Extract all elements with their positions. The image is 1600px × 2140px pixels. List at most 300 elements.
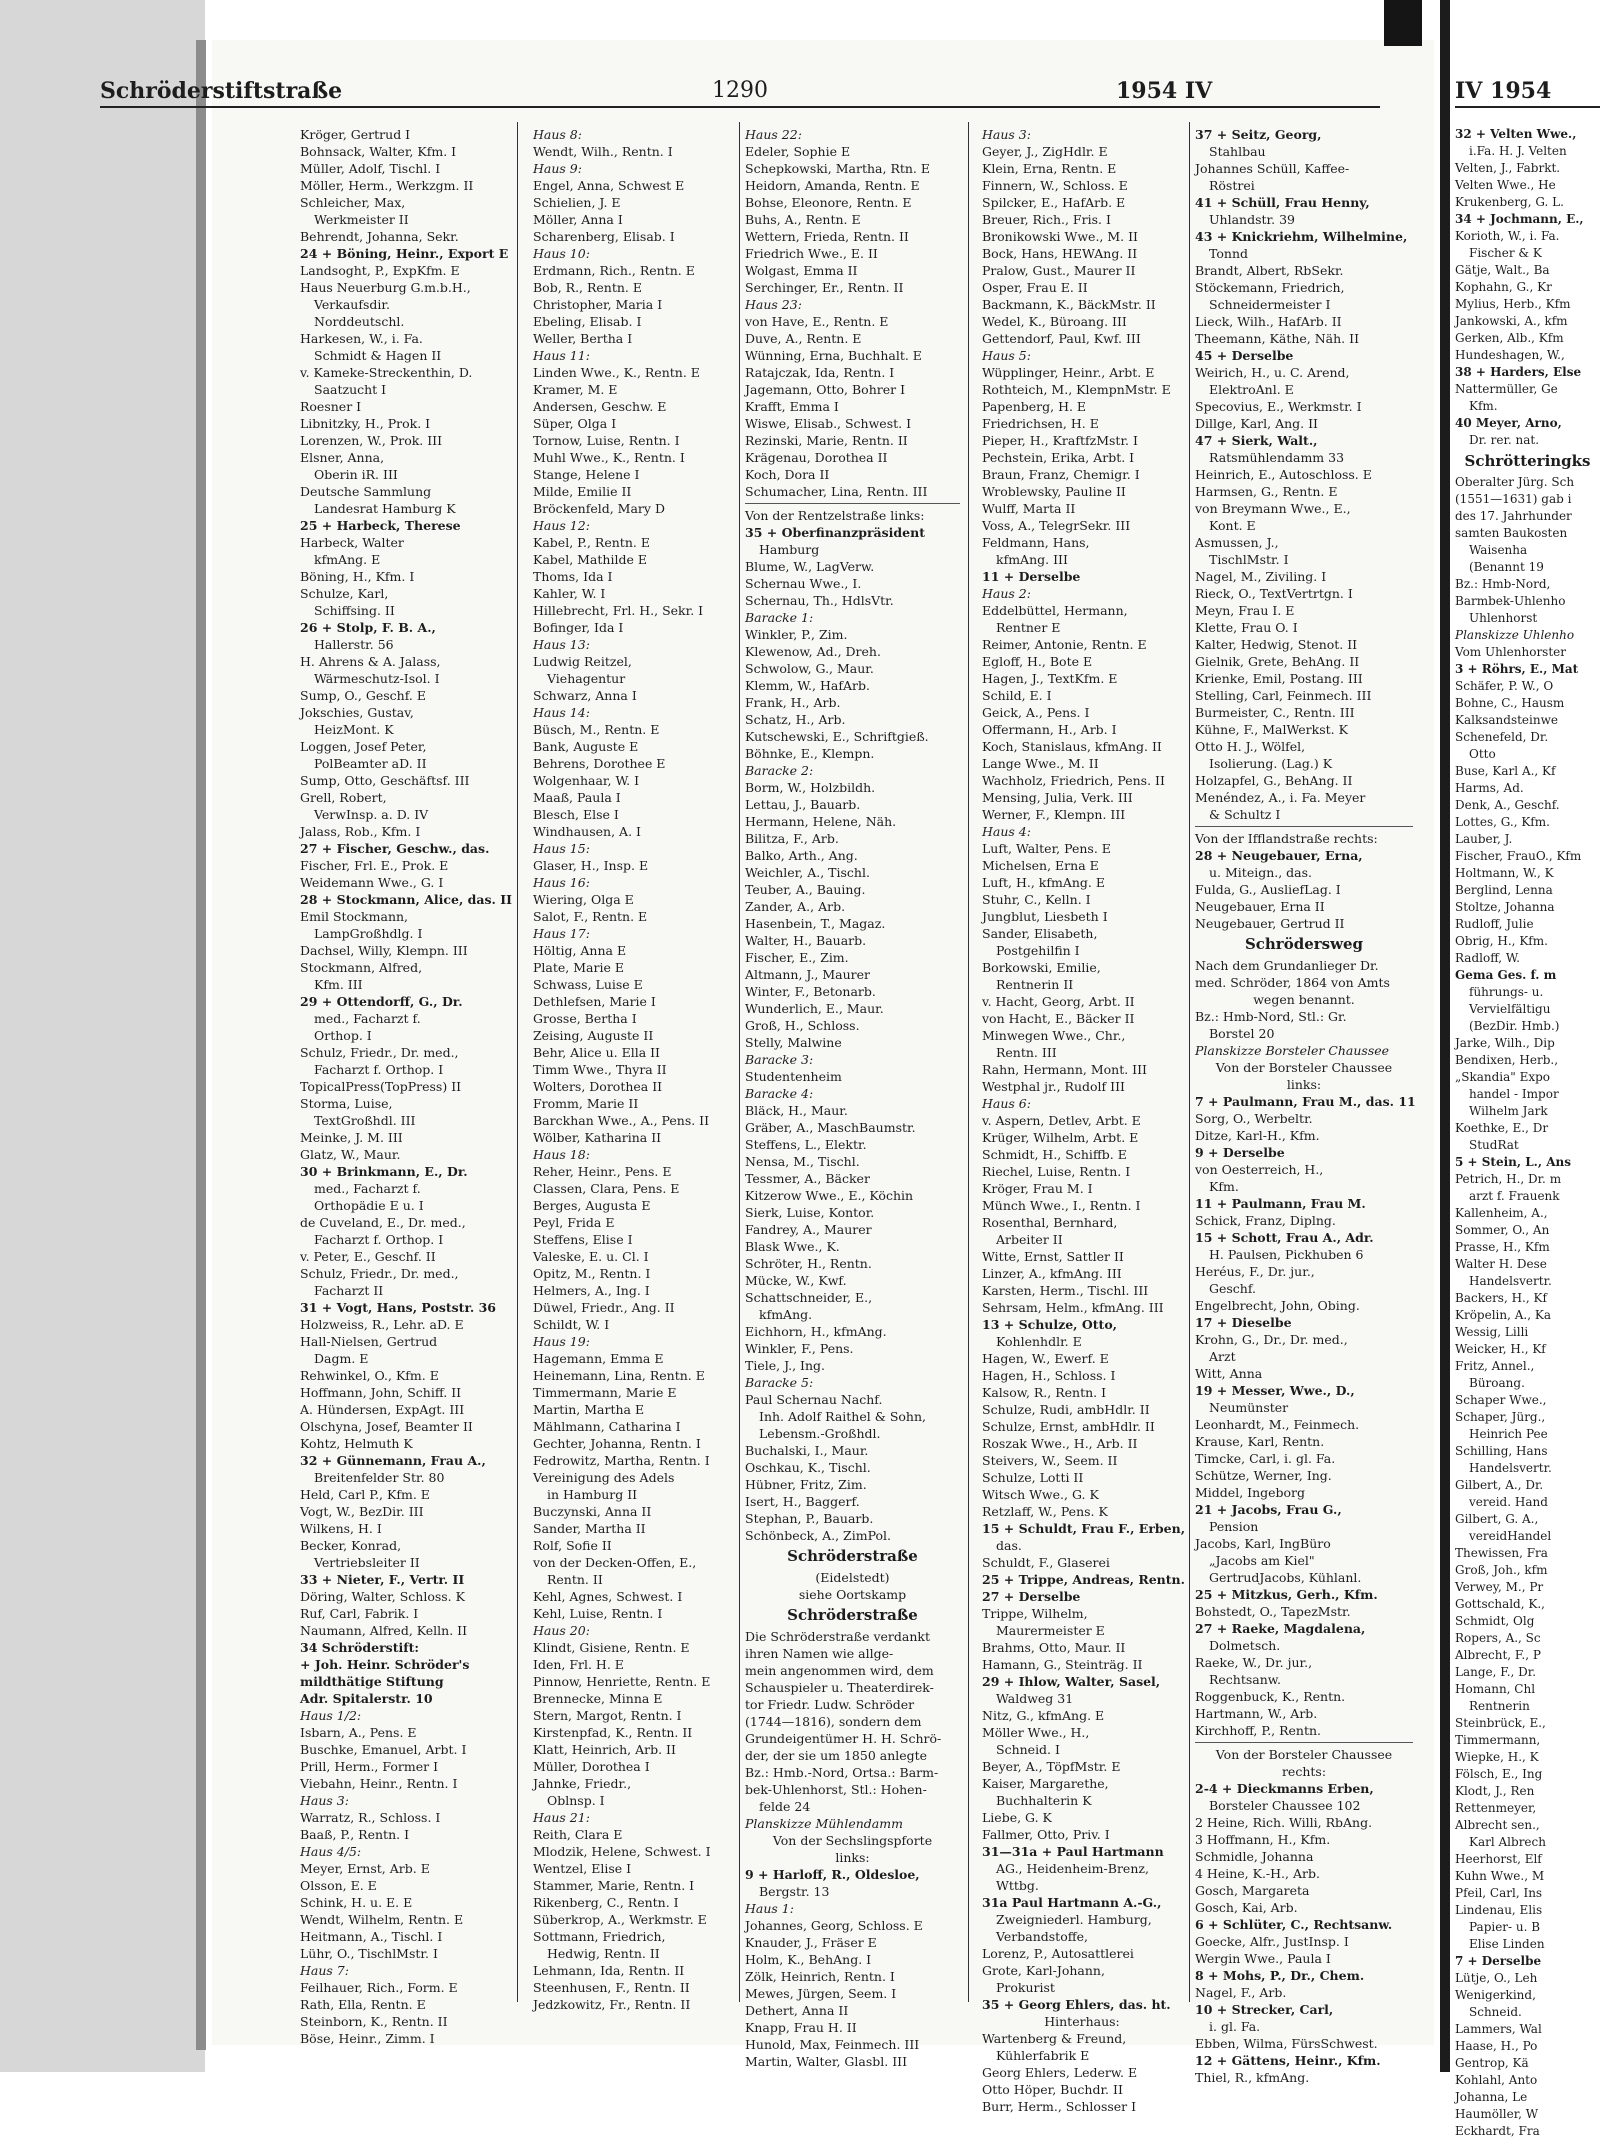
resident-entry: Rentn. II [547, 1572, 603, 1587]
resident-entry: Knapp, Frau H. II [745, 2020, 857, 2035]
house-label: Haus 14: [533, 705, 590, 720]
resident-entry: Sierk, Luise, Kontor. [745, 1205, 875, 1220]
address-entry: + Joh. Heinr. Schröder's [300, 1657, 470, 1672]
resident-entry: Petrich, H., Dr. m [1455, 1172, 1562, 1186]
resident-entry: das. [996, 1538, 1022, 1553]
resident-entry: Böning, H., Kfm. I [300, 569, 415, 584]
address-entry: 37 + Seitz, Georg, [1195, 127, 1322, 142]
resident-entry: Die Schröderstraße verdankt [745, 1629, 931, 1644]
resident-entry: Bz.: Hmb.-Nord, Ortsa.: Barm- [745, 1765, 939, 1780]
resident-entry: H. Paulsen, Pickhuben 6 [1209, 1247, 1364, 1262]
resident-entry: des 17. Jahrhunder [1455, 509, 1572, 523]
resident-entry: Gottschald, K., [1455, 1597, 1545, 1611]
resident-entry: Bläck, H., Maur. [745, 1103, 848, 1118]
resident-entry: Wettern, Frieda, Rentn. II [745, 229, 909, 244]
house-label: Haus 2: [982, 586, 1031, 601]
resident-entry: Schulze, Rudi, ambHdlr. II [982, 1402, 1150, 1417]
resident-entry: AG., Heidenheim-Brenz, [996, 1861, 1149, 1876]
address-entry: 32 + Günnemann, Frau A., [300, 1453, 486, 1468]
resident-entry: Arbeiter II [996, 1232, 1063, 1247]
resident-entry: Albrecht, F., P [1455, 1648, 1541, 1662]
resident-entry: Steffens, L., Elektr. [745, 1137, 867, 1152]
resident-entry: Harkesen, W., i. Fa. [300, 331, 423, 346]
resident-entry: TischlMstr. I [1209, 552, 1289, 567]
resident-entry: Krukenberg, G. L. [1455, 195, 1564, 209]
resident-entry: Roesner I [300, 399, 362, 414]
resident-entry: Lauber, J. [1455, 832, 1513, 846]
house-label: Baracke 5: [745, 1375, 814, 1390]
resident-entry: Kehl, Agnes, Schwest. I [533, 1589, 683, 1604]
resident-entry: Harms, Ad. [1455, 781, 1524, 795]
resident-entry: (1744—1816), sondern dem [745, 1714, 922, 1729]
resident-entry: Orthopädie E u. I [314, 1198, 424, 1213]
resident-entry: (1551—1631) gab i [1455, 492, 1572, 506]
street-title: Schröderstiftstraße [100, 78, 343, 104]
house-label: Haus 3: [982, 127, 1031, 142]
resident-entry: Jalass, Rob., Kfm. I [300, 824, 421, 839]
resident-entry: Wroblewsky, Pauline II [982, 484, 1126, 499]
resident-entry: Heerhorst, Elf [1455, 1852, 1542, 1866]
resident-entry: Schielien, J. E [533, 195, 621, 210]
resident-entry: von Breymann Wwe., E., [1195, 501, 1351, 516]
resident-entry: handel - Impor [1469, 1087, 1559, 1101]
resident-entry: Nach dem Grundanlieger Dr. [1195, 958, 1379, 973]
house-label: Haus 15: [533, 841, 590, 856]
resident-entry: Borkowski, Emilie, [982, 960, 1101, 975]
resident-entry: Buhs, A., Rentn. E [745, 212, 861, 227]
resident-entry: Rath, Ella, Rentn. E [300, 1997, 426, 2012]
resident-entry: Saatzucht I [314, 382, 387, 397]
resident-entry: Holzapfel, G., BehAng. II [1195, 773, 1353, 788]
resident-entry: Velten, J., Fabrkt. [1455, 161, 1561, 175]
resident-entry: Heréus, F., Dr. jur., [1195, 1264, 1315, 1279]
house-label: Planskizze Mühlendamm [745, 1816, 903, 1831]
resident-entry: Teuber, A., Bauing. [745, 882, 866, 897]
resident-entry: Schneidermeister I [1209, 297, 1331, 312]
resident-entry: links: [835, 1850, 870, 1865]
resident-entry: Lindenau, Elis [1455, 1903, 1543, 1917]
resident-entry: Wünning, Erna, Buchhalt. E [745, 348, 922, 363]
address-entry: 8 + Mohs, P., Dr., Chem. [1195, 1968, 1365, 1983]
resident-entry: Leonhardt, M., Feinmech. [1195, 1417, 1360, 1432]
resident-entry: Schernau, Th., HdlsVtr. [745, 593, 894, 608]
resident-entry: Johannes, Georg, Schloss. E [745, 1918, 923, 1933]
resident-entry: vereidHandel [1469, 1529, 1552, 1543]
resident-entry: Koch, Stanislaus, kfmAng. II [982, 739, 1162, 754]
resident-entry: Von der Rentzelstraße links: [745, 508, 925, 523]
resident-entry: Schaper, Jürg., [1455, 1410, 1546, 1424]
address-entry: 30 + Brinkmann, E., Dr. [300, 1164, 468, 1179]
scan-page-edge [196, 40, 206, 2050]
house-label: Haus 22: [745, 127, 802, 142]
house-label: Haus 12: [533, 518, 590, 533]
resident-entry: Gielnik, Grete, BehAng. II [1195, 654, 1360, 669]
resident-entry: Gettendorf, Paul, Kwf. III [982, 331, 1141, 346]
house-label: Haus 1: [745, 1901, 794, 1916]
resident-entry: Viebahn, Heinr., Rentn. I [300, 1776, 458, 1791]
resident-entry: Thoms, Ida I [533, 569, 613, 584]
street-heading: Schrötteringks [1464, 452, 1591, 470]
resident-entry: Kohlenhdlr. E [996, 1334, 1082, 1349]
address-entry: 7 + Derselbe [1455, 1954, 1542, 1968]
resident-entry: Fedrowitz, Martha, Rentn. I [533, 1453, 710, 1468]
resident-entry: Maaß, Paula I [533, 790, 621, 805]
resident-entry: Hall-Nielsen, Gertrud [300, 1334, 438, 1349]
resident-entry: Peyl, Frida E [533, 1215, 615, 1230]
resident-entry: Schulze, Ernst, ambHdlr. II [982, 1419, 1155, 1434]
resident-entry: Vervielfältigu [1469, 1002, 1551, 1016]
resident-entry: Kalksandsteinwe [1455, 713, 1558, 727]
column-3 [745, 126, 960, 2069]
resident-entry: Oberalter Jürg. Sch [1455, 475, 1575, 489]
resident-entry: Lange, F., Dr. [1455, 1665, 1537, 1679]
address-entry: mildthätige Stiftung [300, 1674, 444, 1689]
house-label: Haus 11: [533, 348, 590, 363]
resident-entry: Uhlandstr. 39 [1209, 212, 1295, 227]
resident-entry: Middel, Ingeborg [1195, 1485, 1306, 1500]
house-label: Haus 9: [533, 161, 582, 176]
resident-entry: Rentnerin II [996, 977, 1074, 992]
resident-entry: Wiswe, Elisab., Schwest. I [745, 416, 912, 431]
resident-entry: Hallerstr. 56 [314, 637, 394, 652]
resident-entry: Glatz, W., Maur. [300, 1147, 401, 1162]
house-label: Haus 7: [300, 1963, 349, 1978]
resident-entry: i.Fa. H. J. Velten [1469, 144, 1567, 158]
resident-entry: von Hacht, E., Bäcker II [982, 1011, 1135, 1026]
resident-entry: Schwarz, Anna I [533, 688, 637, 703]
resident-entry: Lebensm.-Großhdl. [759, 1426, 881, 1441]
resident-entry: Stuhr, C., Kelln. I [982, 892, 1091, 907]
resident-entry: Schütze, Werner, Ing. [1195, 1468, 1332, 1483]
resident-entry: Zander, A., Arb. [745, 899, 846, 914]
house-label: Baracke 1: [745, 610, 814, 625]
resident-entry: Kitzerow Wwe., E., Köchin [745, 1188, 914, 1203]
resident-entry: Pinnow, Henriette, Rentn. E [533, 1674, 711, 1689]
scan-left-margin [0, 0, 205, 2072]
resident-entry: Backers, H., Kf [1455, 1291, 1547, 1305]
resident-entry: Schuldt, F., Glaserei [982, 1555, 1110, 1570]
resident-entry: Steffens, Elise I [533, 1232, 633, 1247]
resident-entry: Böhnke, E., Klempn. [745, 746, 875, 761]
resident-entry: links: [1286, 1077, 1322, 1092]
resident-entry: Kröpelin, A., Ka [1455, 1308, 1551, 1322]
resident-entry: Schäfer, P. W., O [1455, 679, 1554, 693]
resident-entry: Theemann, Käthe, Näh. II [1195, 331, 1360, 346]
resident-entry: Egloff, H., Bote E [982, 654, 1093, 669]
resident-entry: Von der Borsteler Chaussee [1215, 1747, 1393, 1762]
resident-entry: Schleicher, Max, [300, 195, 406, 210]
resident-entry: Pechstein, Erika, Arbt. I [982, 450, 1135, 465]
resident-entry: Rentn. III [996, 1045, 1057, 1060]
resident-entry: Timmermann, Marie E [533, 1385, 677, 1400]
resident-entry: Klemm, W., HafArb. [745, 678, 870, 693]
resident-entry: Dachsel, Willy, Klempn. III [300, 943, 468, 958]
resident-entry: Olschyna, Josef, Beamter II [300, 1419, 473, 1434]
column-2 [533, 126, 733, 2012]
resident-entry: Reher, Heinr., Pens. E [533, 1164, 672, 1179]
resident-entry: Classen, Clara, Pens. E [533, 1181, 680, 1196]
resident-entry: Jahnke, Friedr., [533, 1776, 632, 1791]
resident-entry: Schernau Wwe., I. [745, 576, 862, 591]
resident-entry: Oblnsp. I [547, 1793, 605, 1808]
resident-entry: Serchinger, Er., Rentn. II [745, 280, 904, 295]
resident-entry: Schulze, Karl, [300, 586, 389, 601]
resident-entry: Tessmer, A., Bäcker [745, 1171, 870, 1186]
resident-entry: Von der Ifflandstraße rechts: [1195, 831, 1378, 846]
address-entry: 12 + Gättens, Heinr., Kfm. [1195, 2053, 1381, 2068]
resident-entry: Pralow, Gust., Maurer II [982, 263, 1136, 278]
resident-entry: Bank, Auguste E [533, 739, 639, 754]
resident-entry: Gosch, Kai, Arb. [1195, 1900, 1298, 1915]
resident-entry: Stahlbau [1209, 144, 1266, 159]
column-separator [517, 122, 518, 2002]
resident-entry: Wendt, Wilhelm, Rentn. E [300, 1912, 464, 1927]
resident-entry: Iden, Frl. H. E [533, 1657, 624, 1672]
resident-entry: Heinemann, Lina, Rentn. E [533, 1368, 705, 1383]
resident-entry: Weicker, H., Kf [1455, 1342, 1546, 1356]
resident-entry: Groß, Joh., kfm [1455, 1563, 1548, 1577]
resident-entry: Timmermann, [1455, 1733, 1541, 1747]
address-entry: 34 + Jochmann, E., [1455, 212, 1584, 226]
resident-entry: Koethke, E., Dr [1455, 1121, 1549, 1135]
resident-entry: Mählmann, Catharina I [533, 1419, 681, 1434]
resident-entry: Dethlefsen, Marie I [533, 994, 656, 1009]
resident-entry: Kalsow, R., Rentn. I [982, 1385, 1107, 1400]
resident-entry: Handelsvertr. [1469, 1461, 1552, 1475]
resident-entry: Papier- u. B [1469, 1920, 1541, 1934]
column-4 [982, 126, 1186, 2114]
resident-entry: TopicalPress(TopPress) II [300, 1079, 462, 1094]
resident-entry: 4 Heine, K.-H., Arb. [1195, 1866, 1320, 1881]
house-label: Baracke 2: [745, 763, 814, 778]
resident-entry: Tonnd [1209, 246, 1248, 261]
resident-entry: Weller, Bertha I [533, 331, 633, 346]
resident-entry: Ruf, Carl, Fabrik. I [300, 1606, 419, 1621]
resident-entry: Vom Uhlenhorster [1455, 645, 1566, 659]
address-entry: 28 + Stockmann, Alice, das. II [300, 892, 512, 907]
resident-entry: Hagen, H., Schloss. I [982, 1368, 1116, 1383]
address-entry: 27 + Raeke, Magdalena, [1195, 1621, 1366, 1636]
street-heading: Schröderstraße [787, 1547, 918, 1565]
resident-entry: Sehrsam, Helm., kfmAng. III [982, 1300, 1164, 1315]
resident-entry: Homann, Chl [1455, 1682, 1536, 1696]
resident-entry: Backmann, K., BäckMstr. II [982, 297, 1156, 312]
resident-entry: Postgehilfin I [996, 943, 1080, 958]
resident-entry: Valeske, E. u. Cl. I [533, 1249, 649, 1264]
resident-entry: Friedrichsen, H. E [982, 416, 1099, 431]
resident-entry: Geyer, J., ZigHdlr. E [982, 144, 1108, 159]
resident-entry: Dr. rer. nat. [1469, 433, 1540, 447]
resident-entry: Wessig, Lilli [1455, 1325, 1529, 1339]
resident-entry: Sander, Elisabeth, [982, 926, 1098, 941]
resident-entry: Harmsen, G., Rentn. E [1195, 484, 1338, 499]
resident-entry: Röstrei [1209, 178, 1255, 193]
resident-entry: Schumacher, Lina, Rentn. III [745, 484, 928, 499]
resident-entry: bek-Uhlenhorst, Stl.: Hohen- [745, 1782, 927, 1797]
resident-entry: Vogt, W., BezDir. III [300, 1504, 424, 1519]
resident-entry: Johannes Schüll, Kaffee- [1195, 161, 1350, 176]
resident-entry: Tornow, Luise, Rentn. I [533, 433, 680, 448]
resident-entry: Stockmann, Alfred, [300, 960, 423, 975]
resident-entry: Kohlahl, Anto [1455, 2073, 1538, 2087]
address-entry: 2-4 + Dieckmanns Erben, [1195, 1781, 1374, 1796]
resident-entry: Dagm. E [314, 1351, 369, 1366]
resident-entry: Sorg, O., Werbeltr. [1195, 1111, 1313, 1126]
resident-entry: Eckhardt, Fra [1455, 2124, 1540, 2138]
resident-entry: Thiel, R., kfmAng. [1195, 2070, 1310, 2085]
resident-entry: Hartmann, W., Arb. [1195, 1706, 1318, 1721]
resident-entry: rechts: [1281, 1764, 1327, 1779]
resident-entry: Linzer, A., kfmAng. III [982, 1266, 1122, 1281]
address-entry: 15 + Schott, Frau A., Adr. [1195, 1230, 1374, 1245]
resident-entry: GertrudJacobs, Kühlanl. [1209, 1570, 1362, 1585]
resident-entry: Handelsvertr. [1469, 1274, 1552, 1288]
resident-entry: Riechel, Luise, Rentn. I [982, 1164, 1131, 1179]
resident-entry: v. Aspern, Detlev, Arbt. E [982, 1113, 1141, 1128]
resident-entry: Bz.: Hmb-Nord, Stl.: Gr. [1195, 1009, 1347, 1024]
resident-entry: Knauder, J., Fräser E [745, 1935, 877, 1950]
resident-entry: Stelly, Malwine [745, 1035, 842, 1050]
resident-entry: Kirchhoff, P., Rentn. [1195, 1723, 1322, 1738]
resident-entry: Papenberg, H. E [982, 399, 1087, 414]
resident-entry: Winkler, F., Pens. [745, 1341, 854, 1356]
address-entry: 25 + Trippe, Andreas, Rentn. [982, 1572, 1185, 1587]
resident-entry: von Oesterreich, H., [1195, 1162, 1324, 1177]
resident-entry: Feilhauer, Rich., Form. E [300, 1980, 458, 1995]
resident-entry: Schilling, Hans [1455, 1444, 1548, 1458]
resident-entry: Müller, Dorothea I [533, 1759, 650, 1774]
resident-entry: Hagemann, Emma E [533, 1351, 664, 1366]
section-rule [1195, 826, 1413, 827]
resident-entry: Walter, H., Bauarb. [745, 933, 867, 948]
resident-entry: Wttbg. [996, 1878, 1039, 1893]
resident-entry: Karl Albrech [1469, 1835, 1546, 1849]
resident-entry: Mücke, W., Kwf. [745, 1273, 847, 1288]
resident-entry: Raeke, W., Dr. jur., [1195, 1655, 1313, 1670]
resident-entry: Voss, A., TelegrSekr. III [982, 518, 1131, 533]
resident-entry: Elsner, Anna, [300, 450, 385, 465]
resident-entry: Fischer, Frl. E., Prok. E [300, 858, 449, 873]
resident-entry: vereid. Hand [1469, 1495, 1548, 1509]
resident-entry: Scharenberg, Elisab. I [533, 229, 675, 244]
resident-entry: Hamann, G., Steinträg. II [982, 1657, 1143, 1672]
resident-entry: Brandt, Albert, RbSekr. [1195, 263, 1344, 278]
resident-entry: Oberin iR. III [314, 467, 398, 482]
resident-entry: Inh. Adolf Raithel & Sohn, [759, 1409, 926, 1424]
house-label: Planskizze Uhlenho [1455, 628, 1575, 642]
house-label: Haus 16: [533, 875, 590, 890]
resident-entry: Steinborn, K., Rentn. II [300, 2014, 448, 2029]
resident-entry: Von der Borsteler Chaussee [1215, 1060, 1393, 1075]
resident-entry: Jagemann, Otto, Bohrer I [745, 382, 906, 397]
resident-entry: H. Ahrens & A. Jalass, [300, 654, 441, 669]
resident-entry: Rahn, Hermann, Mont. III [982, 1062, 1147, 1077]
resident-entry: Lottes, G., Kfm. [1455, 815, 1550, 829]
address-entry: 31—31a + Paul Hartmann [982, 1844, 1164, 1859]
resident-entry: (Benannt 19 [1469, 560, 1544, 574]
resident-entry: Rentnerin [1469, 1699, 1530, 1713]
resident-entry: Rieck, O., TextVertrtgn. I [1195, 586, 1353, 601]
resident-entry: Rettenmeyer, [1455, 1801, 1537, 1815]
resident-entry: Zeising, Auguste II [533, 1028, 654, 1043]
resident-entry: arzt f. Frauenk [1469, 1189, 1560, 1203]
resident-entry: Hübner, Fritz, Zim. [745, 1477, 867, 1492]
resident-entry: Korioth, W., i. Fa. [1455, 229, 1560, 243]
resident-entry: Kröger, Frau M. I [982, 1181, 1093, 1196]
resident-entry: Sump, O., Geschf. E [300, 688, 426, 703]
resident-entry: Wulff, Marta II [982, 501, 1076, 516]
resident-entry: Eddelbüttel, Hermann, [982, 603, 1128, 618]
house-label: Baracke 3: [745, 1052, 814, 1067]
house-label: Planskizze Borsteler Chaussee [1195, 1043, 1390, 1058]
resident-entry: Hermann, Helene, Näh. [745, 814, 897, 829]
resident-entry: 2 Heine, Rich. Willi, RbAng. [1195, 1815, 1373, 1830]
resident-entry: Luft, Walter, Pens. E [982, 841, 1111, 856]
resident-entry: Kirstenpfad, K., Rentn. II [533, 1725, 693, 1740]
resident-entry: führungs- u. [1469, 985, 1544, 999]
resident-entry: Rezinski, Marie, Rentn. II [745, 433, 908, 448]
resident-entry: Studentenheim [745, 1069, 842, 1084]
resident-entry: Klein, Erna, Rentn. E [982, 161, 1117, 176]
resident-entry: Verkaufsdir. [314, 297, 390, 312]
resident-entry: Reith, Clara E [533, 1827, 623, 1842]
address-entry: 11 + Derselbe [982, 569, 1081, 584]
resident-entry: Martin, Martha E [533, 1402, 645, 1417]
resident-entry: Winkler, P., Zim. [745, 627, 848, 642]
resident-entry: Lehmann, Ida, Rentn. II [533, 1963, 685, 1978]
resident-entry: Walter H. Dese [1455, 1257, 1547, 1271]
resident-entry: Trippe, Wilhelm, [982, 1606, 1088, 1621]
resident-entry: Wentzel, Elise I [533, 1861, 632, 1876]
resident-entry: Fischer & K [1469, 246, 1542, 260]
address-entry: 35 + Oberfinanzpräsident [745, 525, 925, 540]
address-entry: 41 + Schüll, Frau Henny, [1195, 195, 1370, 210]
resident-entry: Lühr, O., TischlMstr. I [300, 1946, 438, 1961]
street-heading: Schrödersweg [1244, 935, 1364, 953]
resident-entry: Möller, Anna I [533, 212, 623, 227]
address-entry: 34 Schröderstift: [300, 1640, 420, 1655]
resident-entry: Kalter, Hedwig, Stenot. II [1195, 637, 1358, 652]
resident-entry: Weidemann Wwe., G. I [300, 875, 444, 890]
resident-entry: Martin, Walter, Glasbl. III [745, 2054, 908, 2069]
resident-entry: Karsten, Herm., Tischl. III [982, 1283, 1149, 1298]
resident-entry: Krohn, G., Dr., Dr. med., [1195, 1332, 1348, 1347]
resident-entry: Bock, Hans, HEWAng. II [982, 246, 1138, 261]
resident-entry: Bz.: Hmb-Nord, [1455, 577, 1551, 591]
resident-entry: Schick, Franz, Diplng. [1195, 1213, 1336, 1228]
address-entry: Adr. Spitalerstr. 10 [300, 1691, 433, 1706]
resident-entry: Kühlerfabrik E [996, 2048, 1090, 2063]
resident-entry: Lammers, Wal [1455, 2022, 1542, 2036]
resident-entry: HeizMont. K [314, 722, 394, 737]
resident-entry: Wartenberg & Freund, [982, 2031, 1127, 2046]
resident-entry: Hasenbein, T., Magaz. [745, 916, 886, 931]
resident-entry: Steivers, W., Seem. II [982, 1453, 1118, 1468]
resident-entry: Wilkens, H. I [300, 1521, 382, 1536]
resident-entry: Von der Sechslingspforte [772, 1833, 933, 1848]
resident-entry: Wärmeschutz-Isol. I [314, 671, 440, 686]
resident-entry: Ratsmühlendamm 33 [1209, 450, 1345, 465]
resident-entry: Nitz, G., kfmAng. E [982, 1708, 1105, 1723]
resident-entry: Wüpplinger, Heinr., Arbt. E [982, 365, 1155, 380]
column-separator [1189, 122, 1190, 2002]
address-entry: 29 + Ottendorff, G., Dr. [300, 994, 463, 1009]
resident-entry: Thewissen, Fra [1455, 1546, 1548, 1560]
resident-entry: Feldmann, Hans, [982, 535, 1090, 550]
resident-entry: Duve, A., Rentn. E [745, 331, 862, 346]
resident-entry: Haumöller, W [1455, 2107, 1539, 2121]
resident-entry: kfmAng. E [314, 552, 381, 567]
